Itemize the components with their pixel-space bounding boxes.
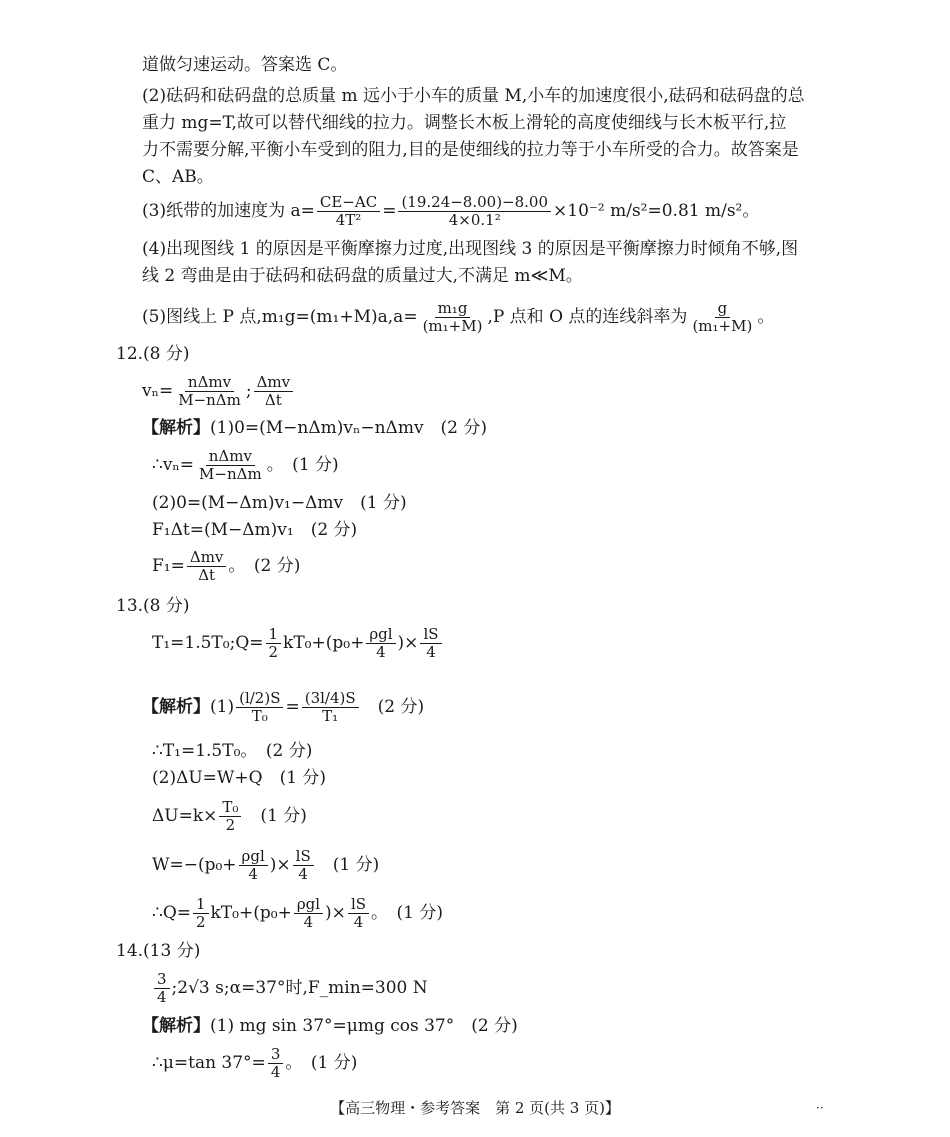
fraction — [266, 626, 282, 661]
eq-text: (1) mg sin 37°=μmg cos 37° (2 分) — [210, 1016, 518, 1036]
eq-text: )× — [397, 633, 419, 653]
eq-text: 。 (1 分) — [266, 455, 339, 475]
eq-text: = — [285, 697, 300, 717]
eq-text: ∴vₙ= — [152, 455, 195, 475]
text-line: (2)0=(M−Δm)v₁−Δmv (1 分) — [152, 493, 407, 513]
fraction — [154, 971, 170, 1006]
numerator: 1 — [193, 896, 209, 914]
equation-line — [152, 893, 443, 933]
fraction — [268, 1046, 284, 1081]
denominator: 4 — [303, 913, 314, 931]
eq-text: F₁= — [152, 556, 185, 576]
numerator: 1 — [266, 626, 282, 644]
question-header: 14.(13 分) — [116, 941, 201, 961]
fraction — [175, 374, 244, 409]
text-line — [142, 1015, 518, 1037]
fraction — [254, 374, 294, 409]
denominator: M−nΔm — [199, 465, 262, 483]
text-line: 道做匀速运动。答案选 C。 — [142, 55, 348, 75]
numerator: CE−AC — [317, 194, 380, 212]
fraction — [366, 626, 395, 661]
denominator: 4T² — [335, 211, 362, 229]
equation-line — [152, 845, 379, 885]
equation-line — [152, 446, 339, 484]
eq-text: W=−(p₀+ — [152, 855, 237, 875]
equation-line — [152, 1043, 357, 1083]
numerator: ρgl — [294, 896, 323, 914]
numerator: (l/2)S — [236, 690, 283, 708]
numerator: T₀ — [219, 799, 241, 817]
text-line: (2)砝码和砝码盘的总质量 m 远小于小车的质量 M,小车的加速度很小,砝码和砝码盘的总 — [142, 86, 805, 106]
denominator: Δt — [198, 566, 216, 584]
eq-text: (1) — [210, 697, 235, 717]
page-footer: 【高三物理・参考答案 第 2 页(共 3 页)】 — [330, 1099, 620, 1117]
eq-text: ;2√3 s;α=37°时,F_min=300 N — [171, 978, 428, 998]
denominator: 4 — [270, 1063, 281, 1081]
eq-text: kT₀+(p₀+ — [210, 903, 292, 923]
text-line: 线 2 弯曲是由于砝码和砝码盘的质量过大,不满足 m≪M。 — [142, 266, 583, 286]
numerator: lS — [293, 848, 314, 866]
eq-text: ∴Q= — [152, 903, 191, 923]
text-line: ∴T₁=1.5T₀。 (2 分) — [152, 741, 313, 761]
numerator: lS — [348, 896, 369, 914]
fraction — [348, 896, 369, 931]
eq-text: (1 分) — [243, 806, 307, 826]
analysis-tag: 【解析】 — [142, 697, 210, 717]
fraction — [193, 896, 209, 931]
fraction — [420, 300, 486, 335]
equation-line — [142, 680, 424, 734]
eq-text: ; — [245, 381, 252, 401]
numerator: g — [715, 300, 731, 318]
numerator: nΔmv — [185, 374, 234, 392]
eq-text: (5)图线上 P 点,m₁g=(m₁+M)a,a= — [142, 307, 418, 327]
eq-text: kT₀+(p₀+ — [283, 633, 365, 653]
denominator: 4 — [157, 988, 167, 1006]
numerator: (19.24−8.00)−8.00 — [398, 194, 551, 212]
eq-text: ,P 点和 O 点的连线斜率为 — [487, 307, 688, 327]
denominator: 4 — [353, 913, 364, 931]
fraction — [294, 896, 323, 931]
fraction — [187, 549, 227, 584]
text-line: 力不需要分解,平衡小车受到的阻力,目的是使细线的拉力等于小车所受的合力。故答案是 — [142, 140, 799, 160]
denominator: 4 — [248, 865, 258, 883]
eq-text: vₙ= — [142, 381, 174, 401]
equation-line: (3)纸带的加速度为 a= $\frac{CE-AC}{\text{4T²}}$ = $\frac{(19.24-8.00)-8.00}{\text{4×0.1²}}$ ×10⁻² m/s²=0.81 m/s²。 — [142, 193, 760, 229]
text-line: (2)ΔU=W+Q (1 分) — [152, 768, 327, 788]
text-line: 重力 mg=T,故可以替代细线的拉力。调整长木板上滑轮的高度使细线与长木板平行,拉 — [142, 113, 787, 133]
text-line: C、AB。 — [142, 167, 214, 187]
eq-text: 。 — [757, 307, 775, 327]
fraction — [219, 799, 241, 834]
denominator: 2 — [225, 816, 236, 834]
eq-text: 。 (1 分) — [285, 1053, 358, 1073]
denominator: 4×0.1² — [448, 211, 501, 229]
fraction — [689, 300, 755, 335]
eq-text: (1 分) — [315, 855, 380, 875]
equation-line — [152, 547, 300, 585]
numerator: m₁g — [435, 300, 471, 318]
eq-text: T₁=1.5T₀;Q= — [152, 633, 264, 653]
denominator: 4 — [376, 643, 386, 661]
numerator: (3l/4)S — [302, 690, 359, 708]
eq-text: (2 分) — [360, 697, 425, 717]
eq-text: )× — [269, 855, 291, 875]
equation-line — [142, 298, 774, 336]
fraction — [293, 848, 314, 883]
denominator: Δt — [264, 391, 282, 409]
denominator: 4 — [426, 643, 436, 661]
numerator: Δmv — [187, 549, 227, 567]
numerator: 3 — [268, 1046, 284, 1064]
eq-text: 。 (1 分) — [371, 903, 443, 923]
denominator: 2 — [268, 643, 279, 661]
numerator: ρgl — [239, 848, 268, 866]
question-header: 12.(8 分) — [116, 344, 190, 364]
eq-text: (1)0=(M−nΔm)vₙ−nΔmv (2 分) — [210, 418, 488, 438]
eq-text: ΔU=k× — [152, 806, 218, 826]
eq-text: ×10⁻² m/s²=0.81 m/s²。 — [553, 201, 760, 221]
fraction — [302, 690, 359, 725]
text-line: F₁Δt=(M−Δm)v₁ (2 分) — [152, 520, 358, 540]
fraction — [236, 690, 283, 725]
fraction — [317, 194, 380, 229]
denominator: T₀ — [251, 707, 268, 725]
fraction — [196, 448, 265, 483]
analysis-tag: 【解析】 — [142, 418, 210, 438]
numerator: Δmv — [254, 374, 294, 392]
numerator: nΔmv — [206, 448, 255, 466]
denominator: 2 — [196, 913, 206, 931]
equation-line — [152, 968, 428, 1008]
equation-line — [152, 623, 444, 663]
numerator: lS — [420, 626, 441, 644]
denominator: M−nΔm — [178, 391, 241, 409]
denominator: T₁ — [322, 707, 339, 725]
eq-text: )× — [325, 903, 346, 923]
eq-text: ∴μ=tan 37°= — [152, 1053, 266, 1073]
question-header: 13.(8 分) — [116, 596, 190, 616]
text-line: (4)出现图线 1 的原因是平衡摩擦力过度,出现图线 3 的原因是平衡摩擦力时倾角不够,图 — [142, 239, 799, 259]
footer-mark: ·· — [816, 1101, 824, 1115]
text-line — [142, 417, 487, 439]
denominator: (m₁+M) — [692, 317, 753, 335]
numerator: 3 — [154, 971, 170, 989]
equation-line — [142, 372, 295, 410]
fraction — [239, 848, 268, 883]
eq-text: 。 (2 分) — [228, 556, 301, 576]
denominator: 4 — [298, 865, 308, 883]
numerator: ρgl — [366, 626, 395, 644]
analysis-tag: 【解析】 — [142, 1016, 210, 1036]
denominator: (m₁+M) — [422, 317, 483, 335]
fraction — [420, 626, 441, 661]
eq-text: (3)纸带的加速度为 a= — [142, 201, 315, 221]
fraction — [398, 194, 551, 229]
equation-line — [152, 796, 307, 836]
